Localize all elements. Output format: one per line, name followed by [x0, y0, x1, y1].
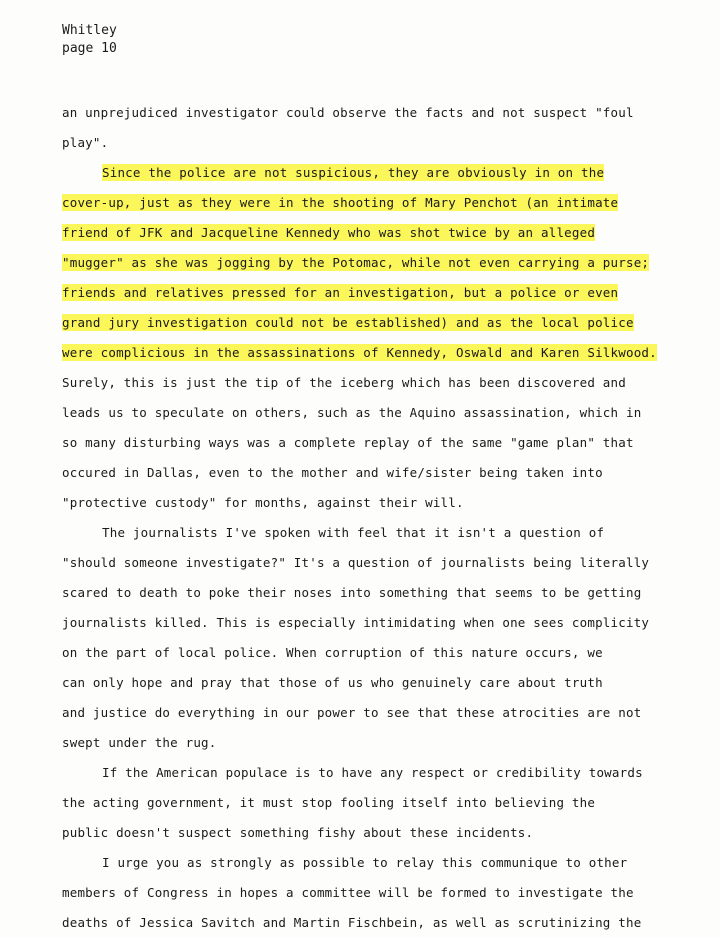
line-text: public doesn't suspect something fishy about these incidents. — [62, 825, 534, 840]
line-text: on the part of local police. When corruption of this nature occurs, we — [62, 645, 603, 660]
text-line — [62, 518, 662, 548]
text-line — [62, 818, 662, 848]
text-line — [62, 188, 662, 218]
highlighted-text: friend of JFK and Jacqueline Kennedy who was shot twice by an alleged — [62, 225, 596, 240]
text-line — [62, 608, 662, 638]
line-text: an unprejudiced investigator could observe the facts and not suspect "foul — [62, 105, 634, 120]
text-line — [62, 338, 662, 368]
text-line — [62, 368, 662, 398]
highlighted-text: cover-up, just as they were in the shooting of Mary Penchot (an intimate — [62, 195, 619, 210]
text-line — [62, 158, 662, 188]
letter-body — [62, 98, 662, 938]
line-text: scared to death to poke their noses into something that seems to be getting — [62, 585, 642, 600]
line-text: "protective custody" for months, against their will. — [62, 495, 464, 510]
text-line — [62, 428, 662, 458]
text-line — [62, 698, 662, 728]
line-text: Surely, this is just the tip of the iceberg which has been discovered and — [62, 375, 626, 390]
text-line — [62, 218, 662, 248]
line-text: If the American populace is to have any respect or credibility towards — [102, 765, 643, 780]
line-text: deaths of Jessica Savitch and Martin Fischbein, as well as scrutinizing the — [62, 915, 642, 930]
line-text: play". — [62, 135, 109, 150]
line-text: occured in Dallas, even to the mother and wife/sister being taken into — [62, 465, 603, 480]
text-line — [62, 908, 662, 938]
text-line — [62, 278, 662, 308]
text-line — [62, 128, 662, 158]
highlighted-text: grand jury investigation could not be established) and as the local police — [62, 315, 634, 330]
text-line — [62, 398, 662, 428]
highlighted-text: were complicious in the assassinations of Kennedy, Oswald and Karen Silkwood. — [62, 345, 657, 360]
text-line — [62, 638, 662, 668]
line-text: The journalists I've spoken with feel that it isn't a question of — [102, 525, 605, 540]
text-line — [62, 878, 662, 908]
text-line — [62, 788, 662, 818]
line-text: so many disturbing ways was a complete replay of the same "game plan" that — [62, 435, 634, 450]
highlighted-text: Since the police are not suspicious, they are obviously in on the — [102, 165, 605, 180]
line-text: swept under the rug. — [62, 735, 217, 750]
line-text: the acting government, it must stop fooling itself into believing the — [62, 795, 596, 810]
page-number: page 10 — [62, 41, 117, 56]
text-line — [62, 728, 662, 758]
line-text: leads us to speculate on others, such as the Aquino assassination, which in — [62, 405, 642, 420]
line-text: members of Congress in hopes a committee will be formed to investigate the — [62, 885, 634, 900]
text-line — [62, 548, 662, 578]
text-line — [62, 308, 662, 338]
text-line — [62, 488, 662, 518]
line-text: and justice do everything in our power to see that these atrocities are not — [62, 705, 642, 720]
text-line — [62, 848, 662, 878]
page-header — [62, 22, 117, 58]
text-line — [62, 248, 662, 278]
text-line — [62, 758, 662, 788]
line-text: journalists killed. This is especially intimidating when one sees complicity — [62, 615, 650, 630]
highlighted-text: friends and relatives pressed for an investigation, but a police or even — [62, 285, 619, 300]
line-text: can only hope and pray that those of us who genuinely care about truth — [62, 675, 603, 690]
text-line — [62, 458, 662, 488]
text-line — [62, 668, 662, 698]
text-line — [62, 98, 662, 128]
line-text: I urge you as strongly as possible to relay this communique to other — [102, 855, 628, 870]
line-text: "should someone investigate?" It's a question of journalists being literally — [62, 555, 650, 570]
text-line — [62, 578, 662, 608]
author-name: Whitley — [62, 23, 117, 38]
highlighted-text: "mugger" as she was jogging by the Potomac, while not even carrying a purse; — [62, 255, 650, 270]
